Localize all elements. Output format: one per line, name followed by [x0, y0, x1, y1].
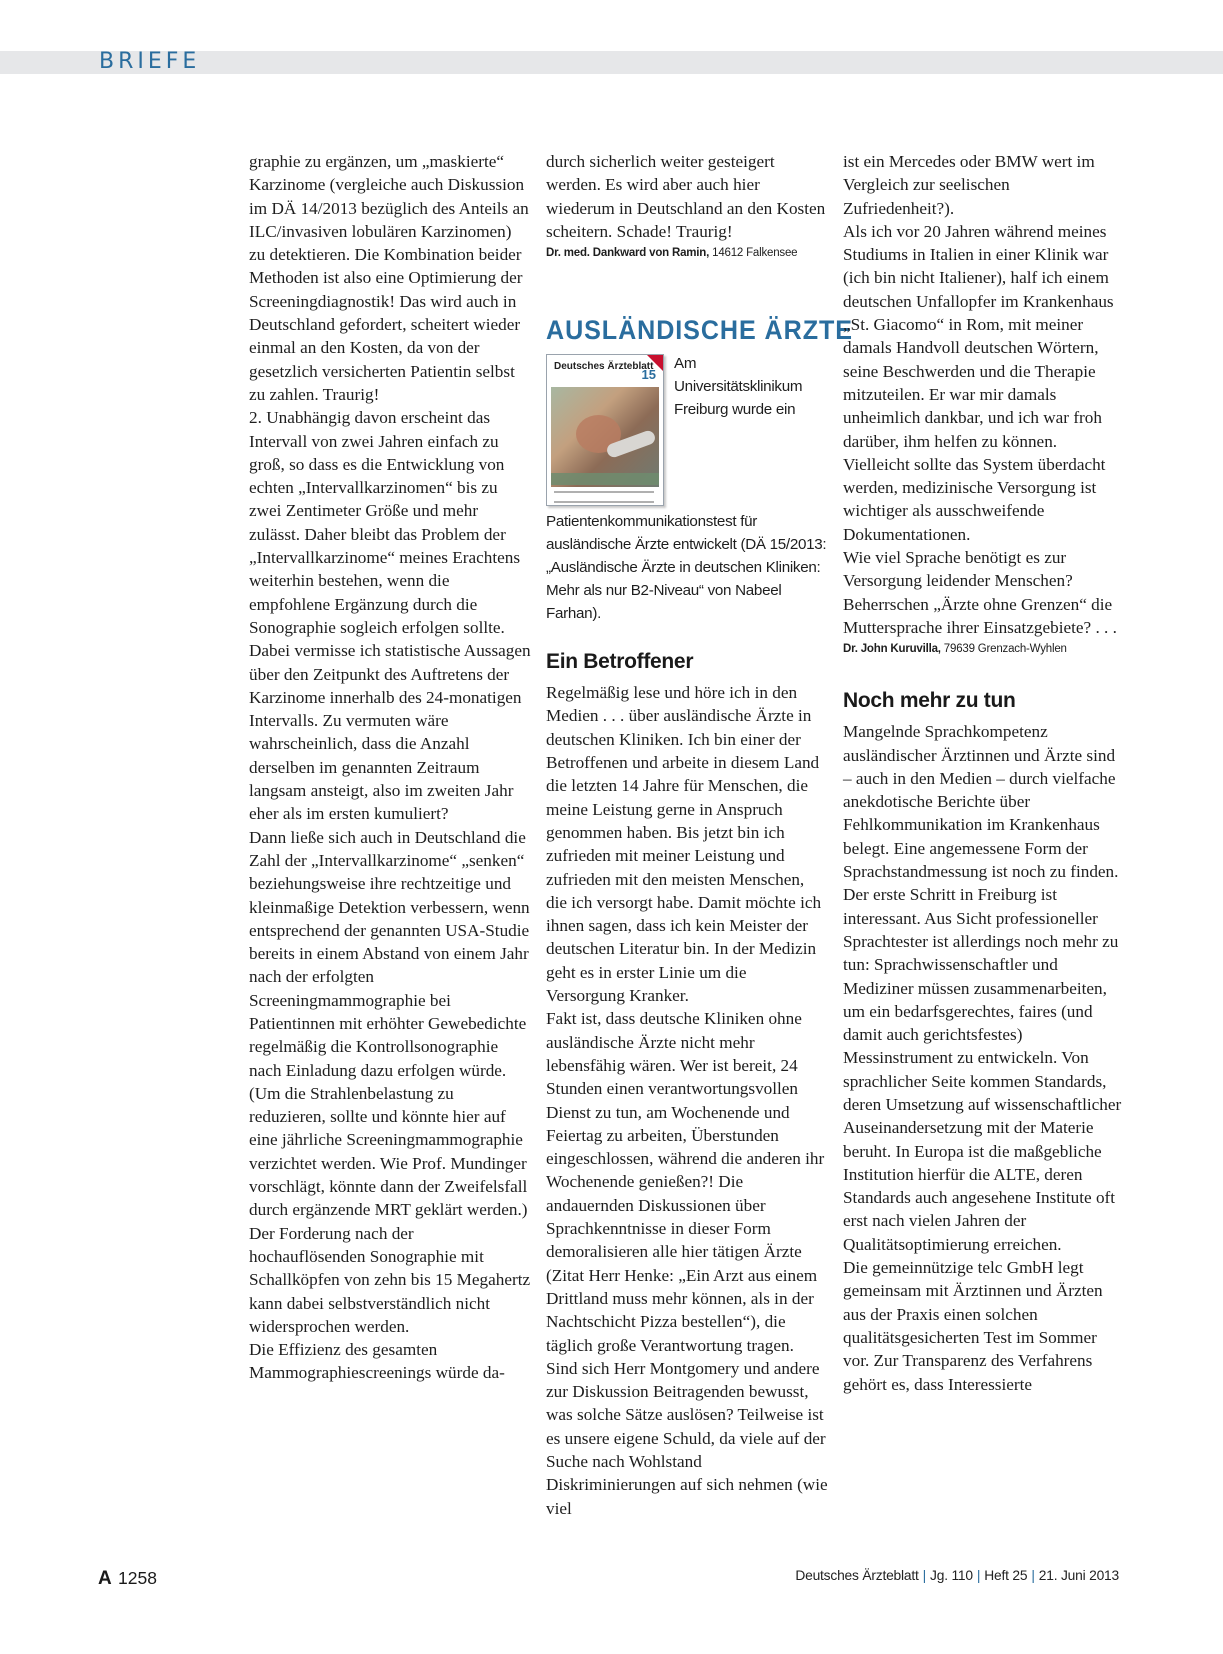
letter-signature	[843, 640, 1125, 658]
teaser-text: Am Universitätsklinikum Freiburg wurde ein Patientenkommunikationstest für ausländische Ärzte entwickelt (DÄ 15/2013: „Ausländische Ärzte in deutschen Kliniken: Mehr als nur B2-Niveau“ von Nabeel Farhan).	[546, 355, 827, 623]
paragraph: Die gemeinnützige telc GmbH legt gemeinsam mit Ärztinnen und Ärzten aus der Praxis einen solchen qualitätsgesicherten Test im Sommer vor. Zur Transparenz des Verfahrens gehört es, dass Interessierte	[843, 1258, 1103, 1394]
subheading: Ein Betroffener	[546, 650, 694, 674]
paragraph: Wie viel Sprache benötigt es zur Versorgung leidender Menschen? Beherrschen „Ärzte ohne Grenzen“ die Muttersprache ihrer Einsatzgebiete? . . .	[843, 548, 1117, 637]
paragraph: durch sicherlich weiter gesteigert werden. Es wird aber auch hier wiederum in Deutschland an den Kosten scheitern. Schade! Traurig!	[546, 152, 826, 241]
cover-caption-bar	[551, 473, 659, 485]
signature-name: Dr. med. Dankward von Ramin,	[546, 247, 710, 260]
signature-name: Dr. John Kuruvilla,	[843, 643, 941, 656]
page-number: 1258	[118, 1568, 157, 1588]
paragraph: Die Effizienz des gesamten Mammographiescreenings würde da-	[249, 1340, 505, 1383]
cover-issue-number: 15	[641, 367, 656, 383]
publication-date: 21. Juni 2013	[1038, 1568, 1119, 1583]
column-2	[546, 150, 853, 1520]
paragraph: Fakt ist, dass deutsche Kliniken ohne ausländische Ärzte nicht mehr lebensfähig wären. Wer ist bereit, 24 Stunden einen verantwortungsvollen Dienst zu tun, am Wochenende und Feiertag zu arbeiten, Überstunden eingeschlossen, während die anderen ihr Wochenende genießen?! Die andauernden Diskussionen über Sprachkenntnisse in dieser Form demoralisieren alle hier tätigen Ärzte (Zitat Herr Henke: „Ein Arzt aus einem Drittland muss mehr können, als in der Nachtschicht Pizza bestellen“), die täglich große Verantwortung tragen. Sind sich Herr Montgomery und andere zur Diskussion Beitragenden bewusst, was solche Sätze auslösen? Teilweise ist es unsere eigene Schuld, da viele auf der Suche nach Wohlstand Diskriminierungen auf sich nehmen (wie viel	[546, 1009, 828, 1518]
paragraph: graphie zu ergänzen, um „maskierte“ Karzinome (vergleiche auch Diskussion im DÄ 14/2013 bezüglich des Anteils an ILC/invasiven lobulären Karzinomen) zu detektieren. Die Kombination beider Methoden ist also eine Optimierung der Screeningdiagnostik! Das wird auch in Deutschland gefordert, scheitert wieder einmal an den Kosten, da von der gesetzlich versicherten Patientin selbst zu zahlen. Traurig!	[249, 152, 529, 404]
cover-text-lines	[554, 491, 654, 503]
section-label: BRIEFE	[99, 49, 201, 74]
magazine-cover-image	[546, 354, 664, 506]
publication-volume: Jg. 110	[930, 1568, 973, 1583]
letter-signature	[546, 244, 828, 262]
signature-place: 79639 Grenzach-Wyhlen	[940, 643, 1067, 656]
paragraph: Mangelnde Sprachkompetenz ausländischer Ärztinnen und Ärzte sind – auch in den Medien – durch vielfache anekdotische Berichte über Fehlkommunikation im Krankenhaus belegt. Eine angemessene Form der Sprachstandmessung ist noch zu finden.	[843, 722, 1119, 882]
publication-info: Deutsches Ärzteblatt | Jg. 110 | Heft 25 | 21. Juni 2013	[795, 1568, 1119, 1583]
paragraph: ist ein Mercedes oder BMW wert im Vergleich zur seelischen Zufriedenheit?).	[843, 152, 1095, 218]
signature-place: 14612 Falkensee	[709, 247, 798, 260]
publication-name: Deutsches Ärzteblatt	[795, 1568, 919, 1583]
subheading: Noch mehr zu tun	[843, 689, 1016, 713]
paragraph: Als ich vor 20 Jahren während meines Studiums in Italien in einer Klinik war (ich bin nicht Italiener), half ich einem deutschen Unfallopfer im Krankenhaus „St. Giacomo“ in Rom, mit meiner damals Handvoll deutschen Wörtern, seine Beschwerden und die Therapie mitzuteilen. Er war mir damals unheimlich dankbar, und ich war froh darüber, ihm helfen zu können.	[843, 221, 1114, 451]
page-prefix: A	[98, 1568, 112, 1589]
section-title: AUSLÄNDISCHE ÄRZTE	[546, 315, 853, 346]
paragraph: 2. Unabhängig davon erscheint das Intervall von zwei Jahren einfach zu groß, so dass es die Entwicklung von echten „Intervallkarzinomen“ bis zu zwei Zentimeter Größe und mehr zulässt. Daher bleibt das Problem der „Intervallkarzinome“ meines Erachtens weiterhin bestehen, wenn die empfohlene Ergänzung durch die Sonographie sogleich erfolgen sollte. Dabei vermisse ich statistische Aussagen über den Zeitpunkt des Auftretens der Karzinome innerhalb des 24-monatigen Intervalls. Zu vermuten wäre wahrscheinlich, dass die Anzahl derselben im genannten Zeitraum langsam ansteigt, also im zweiten Jahr eher als im ersten kumuliert?	[249, 408, 531, 824]
paragraph: Dann ließe sich auch in Deutschland die Zahl der „Intervallkarzinome“ „senken“ beziehungsweise ihre rechtzeitige und kleinmaßige Detektion verbessern, wenn entsprechend der genannten USA-Studie bereits in einem Abstand von einem Jahr nach der erfolgten Screeningmammographie bei Patientinnen mit erhöhter Gewebedichte regelmäßig die Kontrollsonographie nach Einladung dazu erfolgen würde. (Um die Strahlenbelastung zu reduzieren, sollte und könnte hier auf eine jährliche Screeningmammographie verzichtet werden. Wie Prof. Mundinger vorschlägt, könnte dann der Zweifelsfall durch ergänzende MRT geklärt werden.)	[249, 827, 530, 1220]
column-1	[249, 150, 531, 1385]
paragraph: Vielleicht sollte das System überdacht werden, medizinische Versorgung ist wichtiger als ausschweifende Dokumentationen.	[843, 454, 1106, 544]
cover-photo	[551, 387, 659, 487]
paragraph: Regelmäßig lese und höre ich in den Medien . . . über ausländische Ärzte in deutschen Kliniken. Ich bin einer der Betroffenen und arbeite in diesem Land die letzten 14 Jahre für Menschen, die meine Leistung gerne in Anspruch genommen haben. Bis jetzt bin ich zufrieden mit meiner Leistung und zufrieden mit den meisten Menschen, die ich versorgt habe. Damit möchte ich ihnen sagen, dass ich kein Meister der deutschen Literatur bin. In der Medizin geht es in erster Linie um die Versorgung Kranker.	[546, 683, 822, 1006]
paragraph: Der Forderung nach der hochauflösenden Sonographie mit Schallköpfen von zehn bis 15 Megahertz kann dabei selbstverständlich nicht widersprochen werden.	[249, 1223, 531, 1336]
teaser-block	[546, 352, 828, 625]
paragraph: Der erste Schritt in Freiburg ist interessant. Aus Sicht professioneller Sprachtester ist allerdings noch mehr zu tun: Sprachwissenschaftler und Mediziner müssen zusammenarbeiten, um ein bedarfsgerechtes, faires (und damit auch gerichtsfestes) Messinstrument zu entwickeln. Von sprachlicher Seite kommen Standards, deren Umsetzung auf wissenschaftlicher Auseinandersetzung mit der Materie beruht. In Europa ist die maßgebliche Institution hierfür die ALTE, deren Standards auch angesehene Institute oft erst nach vielen Jahren der Qualitätsoptimierung erreichen.	[843, 885, 1122, 1254]
cover-title: Deutsches Ärzteblatt	[554, 361, 654, 373]
column-3	[843, 150, 1125, 1396]
publication-issue: Heft 25	[984, 1568, 1028, 1583]
